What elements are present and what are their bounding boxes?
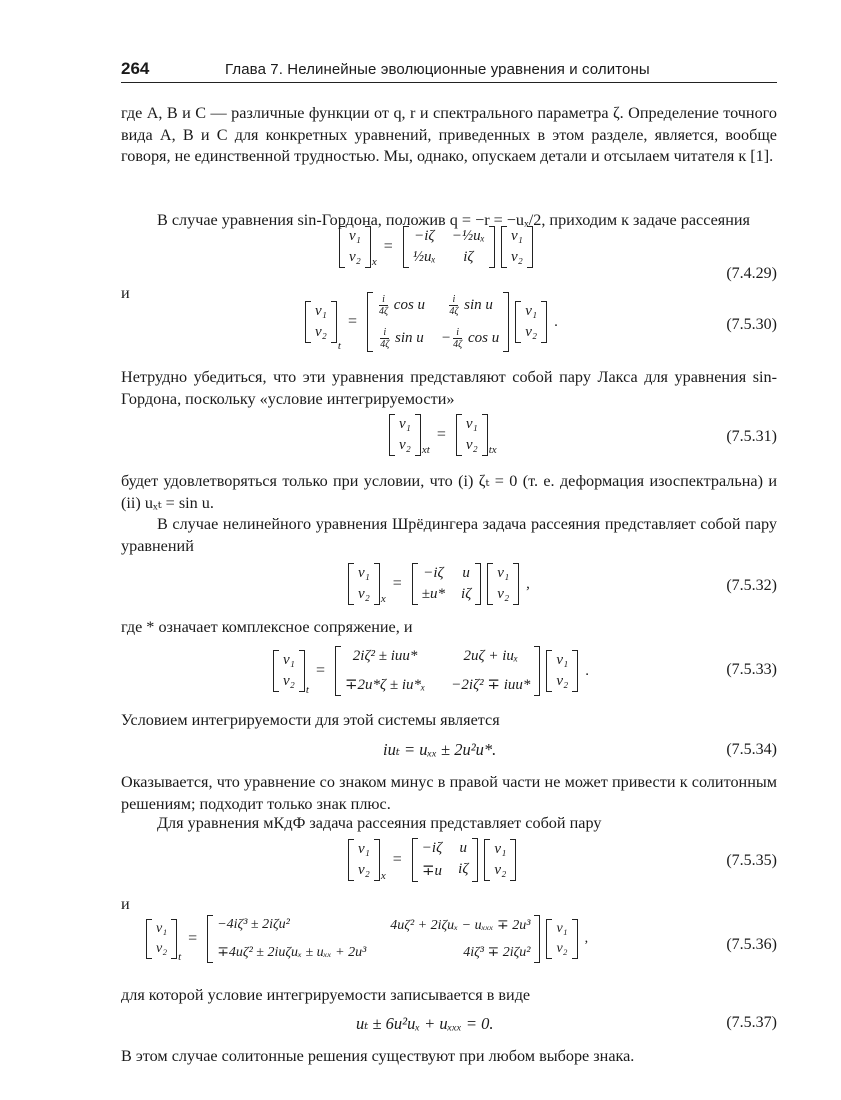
- equation-7-5-34: iuₜ = uₓₓ ± 2u²u*.: [383, 740, 497, 759]
- paragraph-7: Условием интегрируемости для этой системы является: [121, 711, 500, 729]
- equation-number-7-5-37: (7.5.37): [726, 1014, 777, 1031]
- paragraph-8: Оказывается, что уравнение со знаком минус в правой части не может привести к солитонным решениям; подходит только знак плюс.: [121, 773, 777, 813]
- paragraph-3: Нетрудно убедиться, что эти уравнения представляют собой пару Лакса для уравнения sin-Гордона, поскольку «условие интегрируемости»: [121, 368, 777, 408]
- paragraph-11: В этом случае солитонные решения существуют при любом выборе знака.: [121, 1047, 635, 1065]
- paragraph-1: где A, B и C — различные функции от q, r и спектрального параметра ζ. Определение точного вида A, B и C для конкретных уравнений, приведенных в этом разделе, является, вообще говоря, не единственной трудностью. Мы, однако, опускаем детали и отсылаем читателя к [1].: [121, 104, 777, 165]
- equation-7-5-30: v₁ v₂ t = $\frac{i}{4\zeta}$ cos u $\frac{i}{4\zeta}$ sin u $\frac{i}{4\zeta}$ sin u − $\frac{i}{4\zeta}$ cos u v₁ v₂ .: [302, 292, 558, 352]
- equation-number-7-4-29: (7.4.29): [726, 265, 777, 282]
- equation-number-7-5-36: (7.5.36): [726, 936, 777, 953]
- equation-7-5-31: v₁ v₂ xt = v₁ v₂ tx: [386, 414, 497, 456]
- equation-number-7-5-34: (7.5.34): [726, 741, 777, 758]
- page-number: 264: [121, 59, 150, 78]
- paragraph-2: В случае уравнения sin-Гордона, положив q = −r = −uₓ/2, приходим к задаче рассеяния: [157, 211, 751, 229]
- equation-7-4-29: v₁ v₂ x = −iζ −½uₓ ½uₓ iζ v₁ v₂: [336, 226, 536, 268]
- paragraph-10: для которой условие интегрируемости записывается в виде: [121, 986, 531, 1004]
- and-2: и: [121, 895, 130, 913]
- paragraph-9: Для уравнения мКдФ задача рассеяния представляет собой пару: [157, 814, 602, 832]
- equation-7-5-36: v₁ v₂ t = −4iζ³ ± 2iζu² 4uζ² + 2iζuₓ − uₓₓₓ ∓ 2u³ ∓4uζ² ± 2iuζuₓ ± uₓₓ + 2u³ 4iζ³ ∓ 2iζu² v₁ v₂ ,: [143, 915, 588, 963]
- and-1: и: [121, 284, 130, 302]
- equation-number-7-5-30: (7.5.30): [726, 316, 777, 333]
- equation-number-7-5-31: (7.5.31): [726, 428, 777, 445]
- equation-number-7-5-35: (7.5.35): [726, 852, 777, 869]
- equation-number-7-5-32: (7.5.32): [726, 577, 777, 594]
- equation-7-5-32: v₁ v₂ x = −iζ u ±u* iζ v₁ v₂ ,: [345, 563, 530, 605]
- equation-number-7-5-33: (7.5.33): [726, 661, 777, 678]
- running-title: Глава 7. Нелинейные эволюционные уравнения и солитоны: [225, 61, 650, 78]
- running-header: [121, 58, 777, 83]
- equation-7-5-33: v₁ v₂ t = 2iζ² ± iuu* 2uζ + iuₓ ∓2u*ζ ± iu*ₓ −2iζ² ∓ iuu* v₁ v₂ .: [270, 646, 589, 696]
- paragraph-4: будет удовлетворяться только при условии, что (i) ζₜ = 0 (т. е. деформация изоспектральна) и (ii) uₓₜ = sin u.: [121, 472, 777, 512]
- equation-7-5-37: uₜ ± 6u²uₓ + uₓₓₓ = 0.: [356, 1014, 494, 1033]
- equation-7-5-35: v₁ v₂ x = −iζ u ∓u iζ v₁ v₂: [345, 838, 519, 882]
- paragraph-5: В случае нелинейного уравнения Шрёдингера задача рассеяния представляет собой пару уравнений: [121, 515, 777, 555]
- paragraph-6: где * означает комплексное сопряжение, и: [121, 618, 413, 636]
